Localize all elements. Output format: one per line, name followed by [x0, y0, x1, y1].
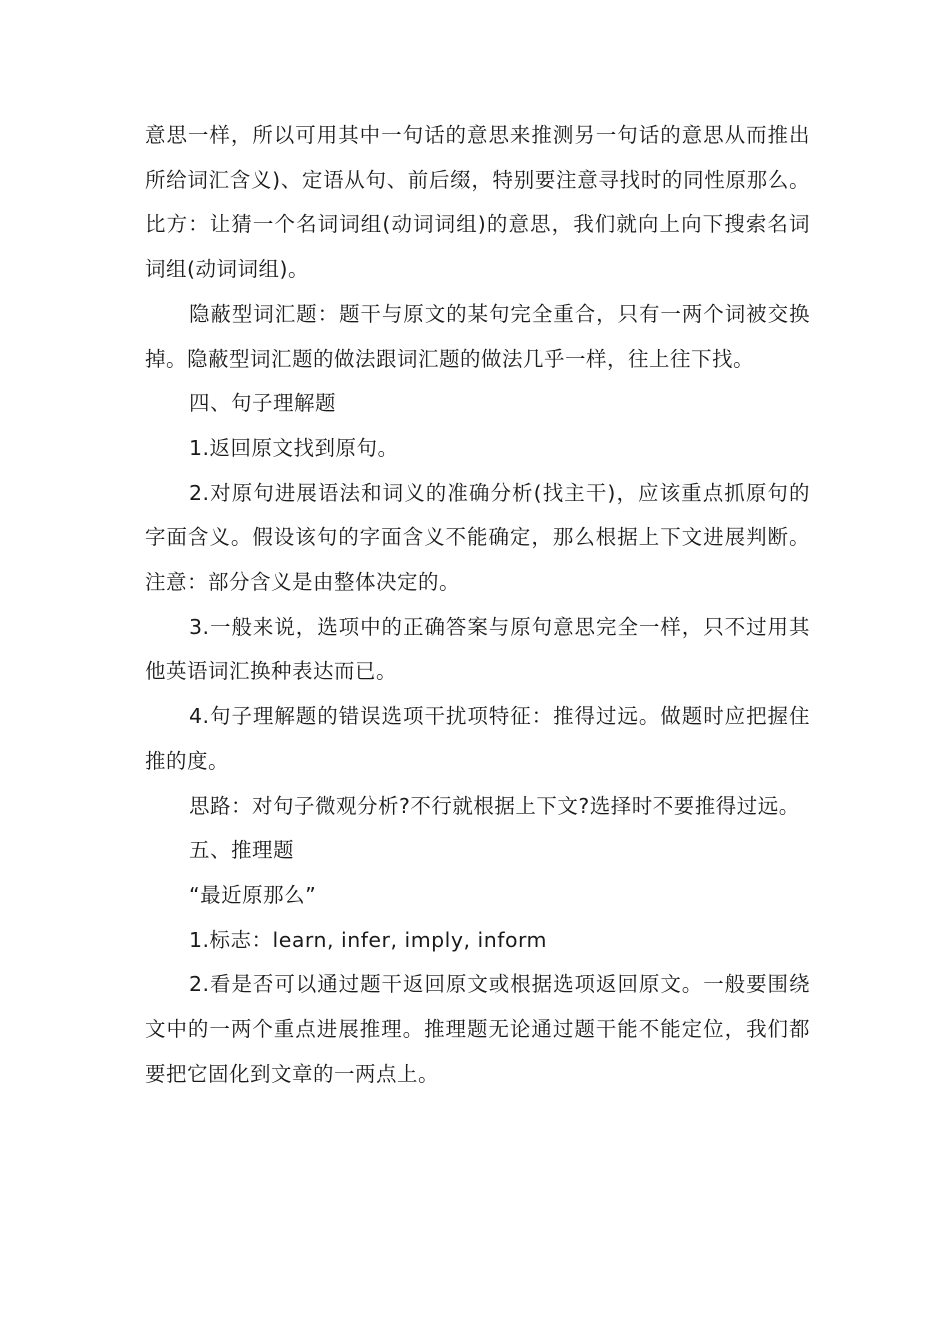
- list-item: 2.对原句进展语法和词义的准确分析(找主干)，应该重点抓原句的字面含义。假设该句的字面含义不能确定，那么根据上下文进展判断。注意：部分含义是由整体决定的。: [145, 480, 810, 595]
- list-item: 1.返回原文找到原句。: [189, 435, 399, 460]
- paragraph: 意思一样，所以可用其中一句话的意思来推测另一句话的意思从而推出所给词汇含义)、定语从句、前后缀，特别要注意寻找时的同性原那么。比方：让猜一个名词词组(动词词组)的意思，我们就向上向下搜索名词词组(动词词组)。: [145, 123, 810, 282]
- list-item: 3.一般来说，选项中的正确答案与原句意思完全一样，只不过用其他英语词汇换种表达而已。: [145, 614, 810, 684]
- list-item: 2.看是否可以通过题干返回原文或根据选项返回原文。一般要围绕文中的一两个重点进展推理。推理题无论通过题干能不能定位，我们都要把它固化到文章的一两点上。: [145, 972, 810, 1086]
- document-body: [145, 113, 810, 1096]
- section-heading: 四、句子理解题: [189, 391, 336, 416]
- list-item: 4.句子理解题的错误选项干扰项特征：推得过远。做题时应把握住推的度。: [145, 704, 810, 773]
- list-item: 1.标志：learn, infer, imply, inform: [189, 927, 548, 952]
- section-heading: 五、推理题: [189, 838, 294, 863]
- paragraph: 隐蔽型词汇题：题干与原文的某句完全重合，只有一两个词被交换掉。隐蔽型词汇题的做法跟词汇题的做法几乎一样，往上往下找。: [145, 301, 810, 371]
- paragraph: 思路：对句子微观分析?不行就根据上下文?选择时不要推得过远。: [189, 793, 800, 818]
- paragraph: “最近原那么”: [189, 882, 317, 907]
